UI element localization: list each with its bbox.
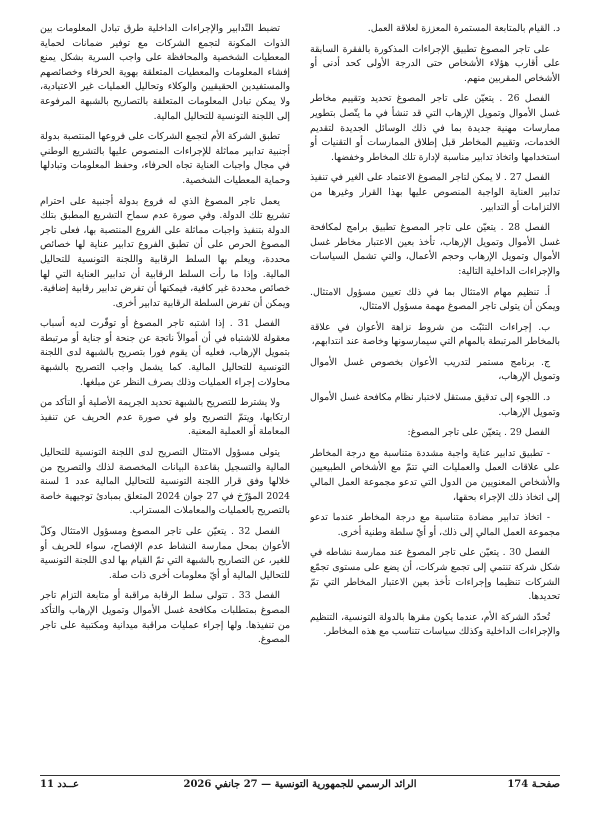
paragraph: يتولى مسؤول الامتثال التصريح لدى اللجنة التونسية للتحاليل المالية والتسجيل بقاعدة البيانات المخصصة لذلك والتصريح من خلالها وفق قرار اللجنة التونسية للتحاليل المالية عدد 1 لسنة 2024 المؤرّخ في 27 جوان 2024 المتعلق بمبادئ توجيهية خاصة بالتصريح بالعمليات والمعاملات المستراب.: [40, 447, 290, 517]
list-item: ب. إجراءات التثبّت من شروط نزاهة الأعوان في علاقة بالمخاطر المرتبطة بالمهام التي سيمارسونها وخاصة عند انتدابهم،: [310, 321, 560, 348]
journal-title: الرائد الرسمي للجمهورية التونسية — 27 جانفي 2026: [183, 779, 417, 790]
paragraph: تطبق الشركة الأم لتجمع الشركات على فروعها المنتصبة بدولة أجنبية تدابير مماثلة للإجراءات المنصوص عليها بالتشريع الوطني في مجال واجبات العناية تجاه الحرفاء، وحفظ المعلومات وتبادلها وحماية المعطيات الشخصية.: [40, 131, 290, 186]
right-column: [310, 22, 560, 764]
page-footer: [40, 779, 560, 795]
article-26: الفصل 26 . يتعيّن على تاجر المصوغ تحديد وتقييم مخاطر غسل الأموال وتمويل الإرهاب التي قد تنشأ في ما يتّصل بتطوير ممارسات مهنية جديدة بما في ذلك الوسائل الجديدة لتقديم الخدمات، وتقييم المخاطر قبل إطلاق الممارسات أو التقنيات أو استخدامها واتخاذ تدابير مناسبة لإدارة تلك المخاطر وخفضها.: [310, 93, 560, 163]
article-32: الفصل 32 . يتعيّن على تاجر المصوغ ومسؤول الامتثال وكلّ الأعوان بمحل ممارسة النشاط عدم الإفصاح، سواء للحريف أو للغير، عن التصاريح بالشبهة التي تمّ القيام بها لدى اللجنة التونسية للتحاليل المالية أو أيّ معلومات أخرى ذات صلة.: [40, 526, 290, 581]
left-column: [40, 22, 290, 764]
paragraph: تُحدّد الشركة الأم، عندما يكون مقرها بالدولة التونسية، التنظيم والإجراءات الداخلية وكذلك سياسات تتناسب مع هذه المخاطر.: [310, 611, 560, 638]
issue-number: عــدد 11: [40, 779, 79, 790]
article-29: الفصل 29 . يتعيّن على تاجر المصوغ:: [407, 427, 550, 439]
list-item: - اتخاذ تدابير مضادة متناسبة مع درجة المخاطر عندما تدعو مجموعة العمل المالي إلى ذلك، أو أيّ سلطة وطنية أخرى.: [310, 512, 560, 538]
paragraph: ولا يشترط للتصريح بالشبهة تحديد الجريمة الأصلية أو التأكد من ارتكابها، ويتمّ التصريح ولو في صورة عدم الحريف عن تنفيذ المعاملة أو العملية المعنية.: [40, 397, 290, 438]
paragraph: تضبط التّدابير والإجراءات الداخلية طرق تبادل المعلومات بين الذوات المكونة لتجمع الشركات مع توفير ضمانات لحماية المعطيات الشخصية والمحافظة على واجب السرية بشكل يمنع إفشاء المعلومات والمعطيات المتعلقة بهوية الحرفاء وخصائصهم والمستفيدين الحقيقيين والوكلاء وتحاليل العمليات غير الاعتيادية، ولا يمكن تبادل المعلومات المتعلقة بالتصاريح بالشبهة المرفوعة إلى اللجنة التونسية للتحاليل المالية.: [40, 23, 290, 122]
list-item: ج. برنامج مستمر لتدريب الأعوان بخصوص غسل الأموال وتمويل الإرهاب،: [310, 356, 560, 383]
page-number: صفحـة 174: [507, 779, 560, 790]
page-body: [40, 22, 560, 764]
article-33: الفصل 33 . تتولى سلط الرقابة مراقبة أو متابعة التزام تاجر المصوغ بمتطلبات مكافحة غسل الأموال وتمويل الإرهاب والتأكد من تنفيذها. ولها إجراء عمليات مراقبة ميدانية ومكتبية على تاجر المصوغ.: [40, 590, 290, 646]
footer-rule: [40, 775, 560, 776]
paragraph: يعمل تاجر المصوغ الذي له فروع بدولة أجنبية على احترام تشريع تلك الدولة. وفي صورة عدم سماح التشريع المطبق بتلك الدولة بتنفيذ واجبات مماثلة على الفروع المنتصبة بها، فعلى تاجر المصوغ الحرص على أن تطبق الفروع تدابير عناية لها خصائص محددة، ويعلم بها السلط الرقابية واللجنة التونسية للتحاليل المالية. وإذا ما رأت السلط الرقابية أن تدابير العناية التي لها خصائص محددة غير كافية، فيمكنها أن تفرض تدابير رقابية إضافية. ويمكن أن تفرض السلطة الرقابية تدابير أخرى.: [40, 195, 290, 309]
article-30: الفصل 30 . يتعيّن على تاجر المصوغ عند ممارسة نشاطه في شكل شركة تنتمي إلى تجمع شركات، أن يضع على مستوى تجمّع الشركات تنظيما وإجراءات تأخذ بعين الاعتبار المخاطر التي تمّ تحديدها.: [310, 547, 560, 603]
list-item: أ. تنظيم مهام الامتثال بما في ذلك تعيين مسؤول الامتثال. ويمكن أن يتولى تاجر المصوغ مهمة مسؤول الامتثال،: [310, 286, 560, 313]
paragraph: على تاجر المصوغ تطبيق الإجراءات المذكورة بالفقرة السابقة على أقارب هؤلاء الأشخاص حتى الدرجة الأولى كحد أدنى أو الأشخاص المقربين منهم.: [310, 43, 560, 84]
list-item: د. اللجوء إلى تدقيق مستقل لاختبار نظام مكافحة غسل الأموال وتمويل الإرهاب.: [310, 392, 560, 418]
list-item: - تطبيق تدابير عناية واجبة مشددة متناسبة مع درجة المخاطر على علاقات العمل والعمليات التي تتمّ مع الأشخاص الطبيعيين والأشخاص المعنويين من الدول التي تدعو مجموعة العمل المالي إلى اتخاذ ذلك الإجراء بحقها،: [310, 447, 560, 503]
article-27: الفصل 27 . لا يمكن لتاجر المصوغ الاعتماد على الغير في تنفيذ تدابير العناية الواجبة المنصوص عليها بهذا القرار وغيرها من الالتزامات أو التدابير.: [310, 172, 560, 213]
paragraph: د. القيام بالمتابعة المستمرة المعززة لعلاقة العمل.: [367, 23, 560, 34]
article-28: الفصل 28 . يتعيّن على تاجر المصوغ تطبيق برامج لمكافحة غسل الأموال وتمويل الإرهاب، تأخذ بعين الاعتبار مخاطر غسل الأموال وتمويل الإرهاب وحجم الأعمال، والتي تشمل السياسات والإجراءات الداخلية التالية:: [310, 222, 560, 277]
article-31: الفصل 31 . إذا اشتبه تاجر المصوغ أو توفّرت لديه أسباب معقولة للاشتباه في أن أموالاً ناتجة عن جنحة أو جناية أو مرتبطة بتمويل الإرهاب، فعليه أن يقوم فورا بتصريح بالشبهة لدى اللجنة التونسية للتحاليل المالية. كما يشمل واجب التصريح بالشبهة محاولات إجراء العمليات وذلك بصرف النظر عن مبلغها.: [40, 318, 290, 388]
